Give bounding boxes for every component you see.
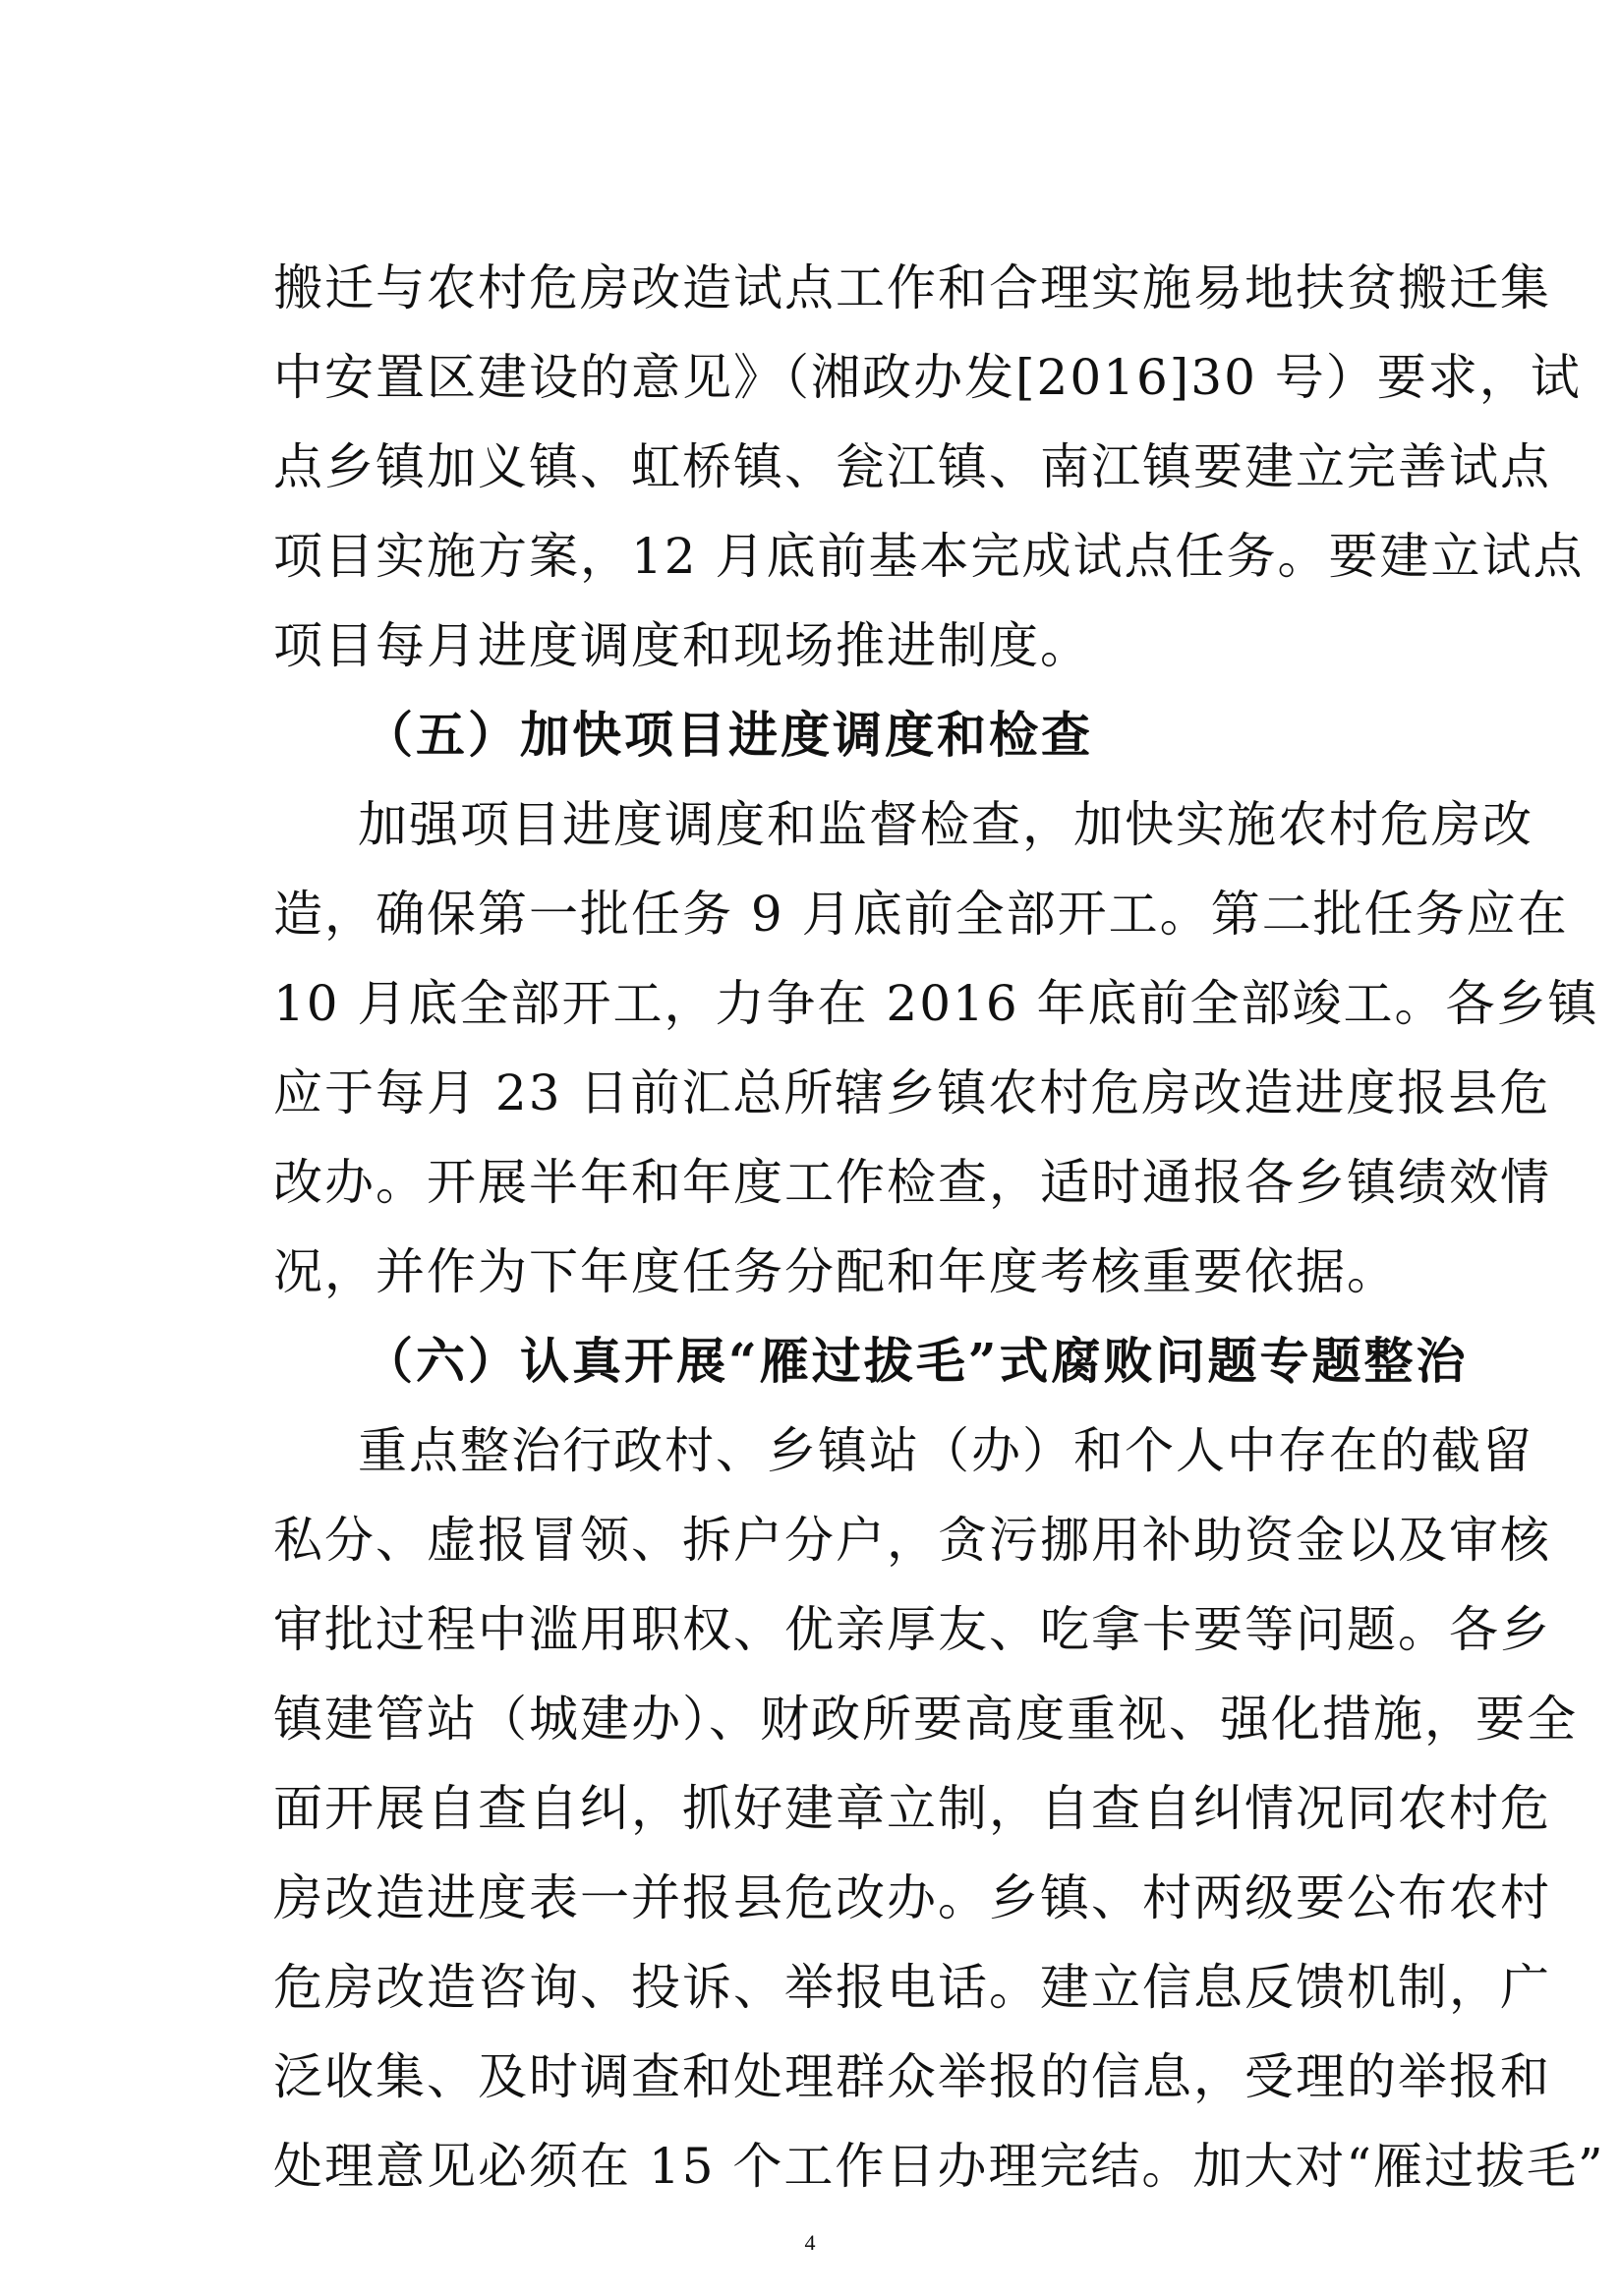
body-line: 点乡镇加义镇、虹桥镇、瓮江镇、南江镇要建立完善试点 xyxy=(273,438,1551,495)
body-line: 项目实施方案，12 月底前基本完成试点任务。要建立试点 xyxy=(273,528,1585,585)
section-heading-six: （六）认真开展“雁过拔毛”式腐败问题专题整治 xyxy=(364,1332,1469,1390)
body-line: 泛收集、及时调查和处理群众举报的信息，受理的举报和 xyxy=(273,2048,1551,2105)
body-line: 危房改造咨询、投诉、举报电话。建立信息反馈机制，广 xyxy=(273,1959,1551,2016)
body-line: 面开展自查自纠，抓好建章立制，自查自纠情况同农村危 xyxy=(273,1780,1551,1837)
body-line: 10 月底全部开工，力争在 2016 年底前全部竣工。各乡镇 xyxy=(273,975,1599,1032)
paragraph-first-line: 重点整治行政村、乡镇站（办）和个人中存在的截留 xyxy=(358,1422,1533,1479)
body-line: 应于每月 23 日前汇总所辖乡镇农村危房改造进度报县危 xyxy=(273,1064,1551,1121)
body-line: 改办。开展半年和年度工作检查，适时通报各乡镇绩效情 xyxy=(273,1154,1551,1211)
body-line: 镇建管站（城建办）、财政所要高度重视、强化措施，要全 xyxy=(273,1691,1578,1748)
body-line: 处理意见必须在 15 个工作日办理完结。加大对“雁过拔毛” xyxy=(273,2138,1605,2195)
page-number: 4 xyxy=(804,2230,816,2255)
body-line: 私分、虚报冒领、拆户分户，贪污挪用补助资金以及审核 xyxy=(273,1512,1551,1569)
body-line: 房改造进度表一并报县危改办。乡镇、村两级要公布农村 xyxy=(273,1869,1551,1926)
section-heading-five: （五）加快项目进度调度和检查 xyxy=(364,706,1093,764)
body-line: 中安置区建设的意见》（湘政办发[2016]30 号）要求，试 xyxy=(273,349,1582,406)
body-line: 况，并作为下年度任务分配和年度考核重要依据。 xyxy=(273,1243,1398,1300)
body-line: 造，确保第一批任务 9 月底前全部开工。第二批任务应在 xyxy=(273,886,1569,943)
body-line: 搬迁与农村危房改造试点工作和合理实施易地扶贫搬迁集 xyxy=(273,259,1551,316)
paragraph-first-line: 加强项目进度调度和监督检查，加快实施农村危房改 xyxy=(358,796,1533,853)
body-line: 项目每月进度调度和现场推进制度。 xyxy=(273,617,1091,674)
body-line: 审批过程中滥用职权、优亲厚友、吃拿卡要等问题。各乡 xyxy=(273,1601,1551,1658)
